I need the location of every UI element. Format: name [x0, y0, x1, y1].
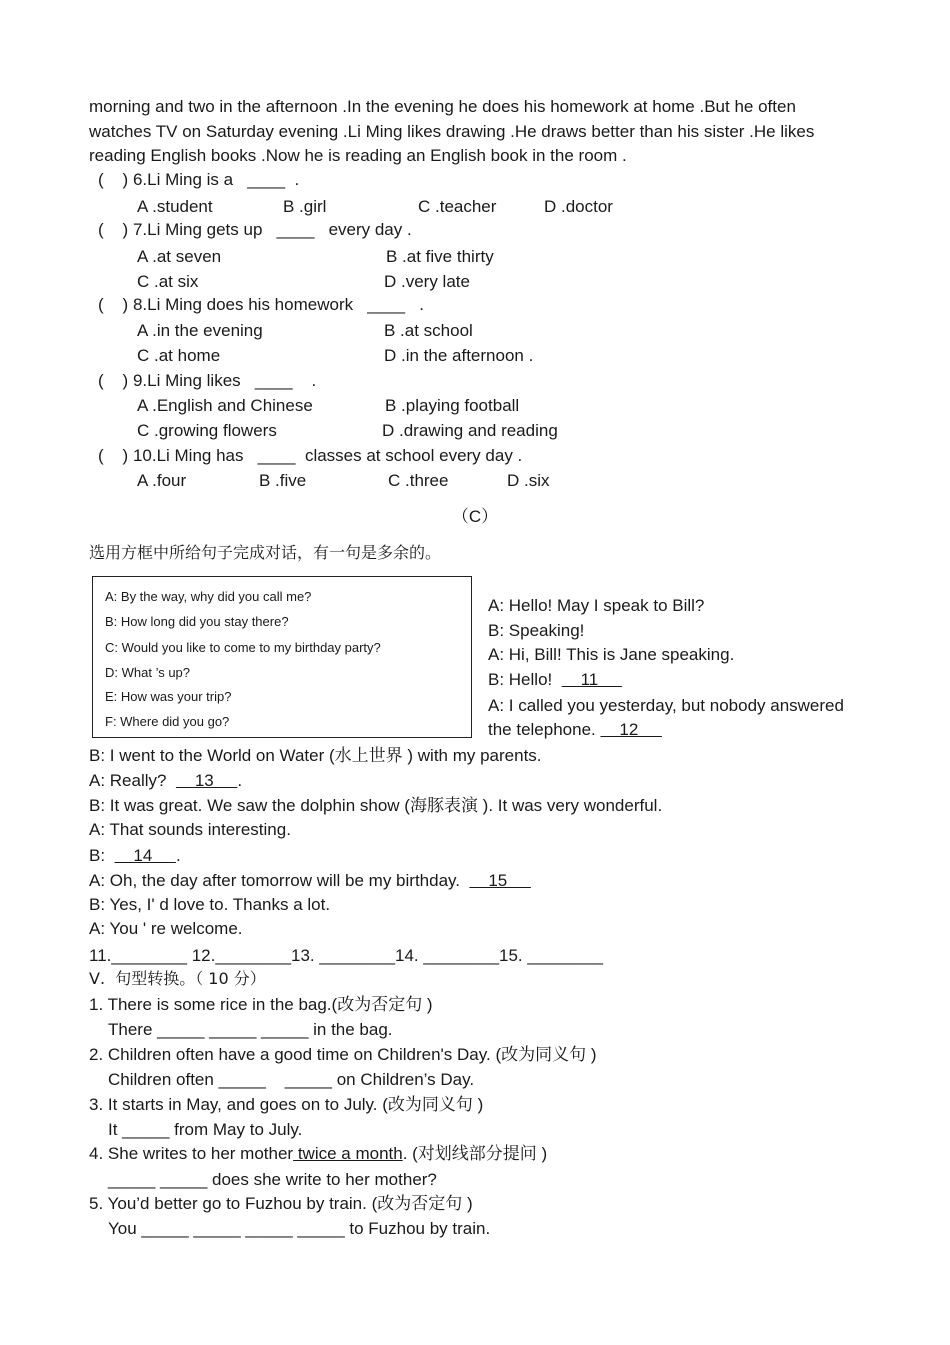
- box-item: E: How was your trip?: [105, 689, 232, 704]
- option: B .at school: [384, 321, 473, 340]
- dialog-line: A: Hi, Bill! This is Jane speaking.: [488, 645, 735, 664]
- box-item: F: Where did you go?: [105, 714, 230, 729]
- question-stem: ( ) 8.Li Ming does his homework ____ .: [98, 295, 424, 314]
- option: C .at six: [137, 272, 199, 291]
- box-item: B: How long did you stay there?: [105, 614, 289, 629]
- option: B .at five thirty: [386, 247, 494, 266]
- dialog-line: A: Hello! May I speak to Bill?: [488, 596, 705, 615]
- question-stem: ( ) 10.Li Ming has ____ classes at school every day .: [98, 446, 523, 465]
- option: A .in the evening: [137, 321, 263, 340]
- blank-15: 15: [469, 871, 531, 890]
- option: D .doctor: [544, 197, 613, 216]
- section-heading: （C）: [451, 507, 499, 526]
- dialog-line: B: I went to the World on Water (水上世界 ) with my parents.: [89, 746, 542, 765]
- blank-14: 14: [114, 846, 176, 865]
- passage-line: watches TV on Saturday evening .Li Ming likes drawing .He draws better than his sister .He likes: [89, 122, 815, 141]
- dialog-line: B: It was great. We saw the dolphin show (海豚表演 ). It was very wonderful.: [89, 796, 663, 815]
- option: A .at seven: [137, 247, 222, 266]
- option: D .in the afternoon .: [384, 346, 534, 365]
- dialog-line: [488, 669, 622, 691]
- sentence-options-box: [92, 576, 472, 738]
- dialog-line: [488, 719, 662, 741]
- transform-answer: It _____ from May to July.: [108, 1120, 303, 1139]
- dialog-text: the telephone.: [488, 720, 601, 739]
- transform-question: 3. It starts in May, and goes on to July. (改为同义句 ): [89, 1095, 484, 1114]
- option: B .five: [259, 471, 307, 490]
- option: C .teacher: [418, 197, 497, 216]
- option: C .at home: [137, 346, 221, 365]
- option: A .English and Chinese: [137, 396, 313, 415]
- dialog-line: A: That sounds interesting.: [89, 820, 291, 839]
- underlined-phrase: twice a month: [293, 1144, 403, 1163]
- box-item: A: By the way, why did you call me?: [105, 589, 312, 604]
- question-stem: ( ) 6.Li Ming is a ____ .: [98, 170, 300, 189]
- option: A .student: [137, 197, 213, 216]
- option: C .three: [388, 471, 449, 490]
- section-instruction: 选用方框中所给句子完成对话，有一句是多余的。: [89, 543, 442, 562]
- transform-answer: Children often _____ _____ on Children’s Day.: [108, 1070, 475, 1089]
- question-stem: ( ) 7.Li Ming gets up ____ every day .: [98, 220, 412, 239]
- option: D .six: [507, 471, 550, 490]
- transform-question: [89, 1143, 547, 1165]
- question-stem: ( ) 9.Li Ming likes ____ .: [98, 371, 317, 390]
- box-item: D: What ’s up?: [105, 665, 191, 680]
- transform-answer: _____ _____ does she write to her mother?: [108, 1170, 437, 1189]
- dialog-line: A: You ' re welcome.: [89, 919, 243, 938]
- option: C .growing flowers: [137, 421, 277, 440]
- question-text: 4. She writes to her mother: [89, 1144, 294, 1163]
- dialog-line: A: Really? 13 .: [89, 771, 243, 790]
- dialog-line: B: Speaking!: [488, 621, 585, 640]
- transform-answer: There _____ _____ _____ in the bag.: [108, 1020, 393, 1039]
- answer-line: 11.________ 12.________13. ________14. ________15. ________: [89, 946, 603, 965]
- dialog-text: A: Oh, the day after tomorrow will be my birthday.: [89, 871, 470, 890]
- blank-12: 12: [600, 720, 662, 739]
- option: D .drawing and reading: [382, 421, 558, 440]
- passage-line: morning and two in the afternoon .In the evening he does his homework at home .But he often: [89, 97, 796, 116]
- box-item: C: Would you like to come to my birthday party?: [105, 640, 381, 655]
- passage-line: reading English books .Now he is reading an English book in the room .: [89, 146, 627, 165]
- dialog-line: B: 14 .: [89, 846, 181, 865]
- dialog-line: [89, 870, 531, 892]
- option: B .girl: [283, 197, 327, 216]
- transform-question: 1. There is some rice in the bag.(改为否定句 ): [89, 995, 433, 1014]
- option: B .playing football: [385, 396, 520, 415]
- blank-13: 13: [175, 771, 238, 790]
- dialog-text: A: Really?: [89, 771, 176, 790]
- dialog-line: B: Yes, I' d love to. Thanks a lot.: [89, 895, 331, 914]
- option: A .four: [137, 471, 187, 490]
- section-heading: Ⅴ. 句型转换。（ 10 分）: [89, 969, 266, 988]
- transform-question: 2. Children often have a good time on Children's Day. (改为同义句 ): [89, 1045, 597, 1064]
- dialog-line: A: I called you yesterday, but nobody answered: [488, 696, 844, 715]
- question-text: . (对划线部分提问 ): [402, 1144, 548, 1163]
- dialog-text: B:: [89, 846, 115, 865]
- blank-11: 11: [561, 670, 622, 689]
- option: D .very late: [384, 272, 470, 291]
- transform-question: 5. You’d better go to Fuzhou by train. (改为否定句 ): [89, 1194, 473, 1213]
- dialog-text: B: Hello!: [488, 670, 562, 689]
- transform-answer: You _____ _____ _____ _____ to Fuzhou by train.: [108, 1219, 491, 1238]
